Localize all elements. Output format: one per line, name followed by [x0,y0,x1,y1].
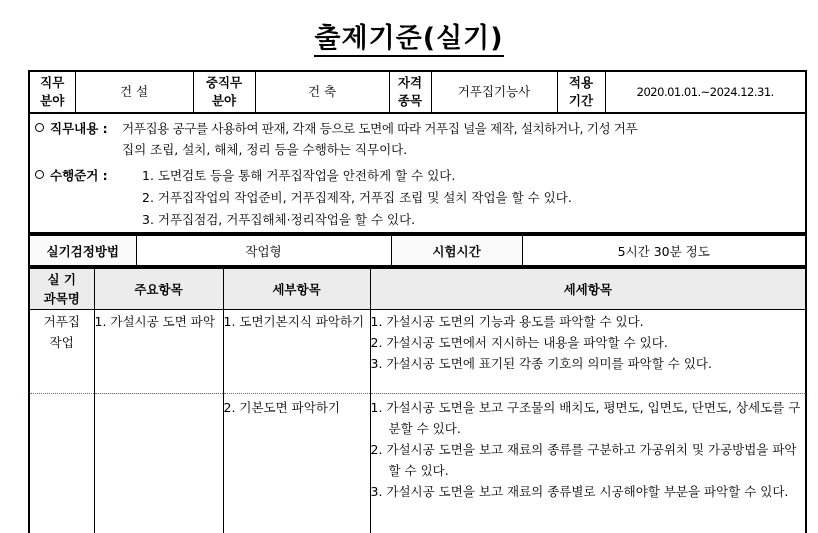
duty-line-1: 거푸집용 공구를 사용하여 판재, 각재 등으로 도면에 따라 거푸집 널을 제작, 설치하거나, 기성 거푸 [122,119,637,137]
exam-detail-table [28,266,807,533]
exam-time-label: 시험시간 [391,235,522,266]
main-item-cell-empty [94,394,223,533]
circle-bullet-icon [35,123,44,132]
subject-cell-empty [29,394,94,533]
detail-item: 1. 가설시공 도면의 기능과 용도를 파악할 수 있다. [371,311,806,332]
duty-label: 직무내용 : [50,119,108,137]
mid-field-label: 중직무 분야 [193,71,255,113]
period-label: 적용 기간 [557,71,605,113]
criteria-item-2: 2. 거푸집작업의 작업준비, 거푸집제작, 거푸집 조립 및 설치 작업을 할 수 있다. [142,188,572,206]
criteria-label: 수행준거 : [50,166,108,184]
main-item: 1. 가설시공 도면 파악 [94,310,223,394]
detail-item: 3. 가설시공 도면을 보고 재료의 종류별로 시공해야할 부분을 파악할 수 있다. [371,481,806,502]
detail-item: 2. 가설시공 도면을 보고 재료의 종류를 구분하고 가공위치 및 가공방법을 파악할 수 있다. [371,439,806,481]
detail-item: 2. 가설시공 도면에서 지시하는 내용을 파악할 수 있다. [371,332,806,353]
sub-item-2: 2. 기본도면 파악하기 [223,394,370,533]
exam-method-table [28,234,807,267]
header-sub-item: 세부항목 [223,268,370,310]
field-label: 직무 분야 [29,71,75,113]
detail-item: 1. 가설시공 도면을 보고 구조물의 배치도, 평면도, 입면도, 단면도, 상세도를 구분할 수 있다. [371,397,806,439]
duty-line-2: 집의 조립, 설치, 해체, 정리 등을 수행하는 직무이다. [122,140,407,158]
header-detail-item: 세세항목 [370,268,806,310]
detail-list-2 [370,394,806,533]
criteria-item-1: 1. 도면검토 등을 통해 거푸집작업을 안전하게 할 수 있다. [142,166,455,184]
mid-field-value: 건 축 [255,71,389,113]
header-main-item: 주요항목 [94,268,223,310]
qualification-value: 거푸집기능사 [431,71,557,113]
detail-list-1 [370,310,806,394]
header-subject: 실 기 과목명 [29,268,94,310]
exam-time-value: 5시간 30분 정도 [522,235,806,266]
field-value: 건 설 [75,71,193,113]
detail-item: 3. 가설시공 도면에 표기된 각종 기호의 의미를 파악할 수 있다. [371,353,806,374]
document-title: 출제기준(실기) [0,16,818,55]
period-value: 2020.01.01.~2024.12.31. [605,71,806,113]
circle-bullet-icon [35,170,44,179]
job-description [28,114,807,234]
qualification-label: 자격 종목 [389,71,431,113]
qualification-info-table [28,70,807,114]
exam-method-label: 실기검정방법 [29,235,136,266]
exam-method-value: 작업형 [136,235,391,266]
criteria-item-3: 3. 거푸집점검, 거푸집해체·정리작업을 할 수 있다. [142,210,415,228]
subject-name: 거푸집 작업 [29,310,94,394]
sub-item-1: 1. 도면기본지식 파악하기 [223,310,370,394]
